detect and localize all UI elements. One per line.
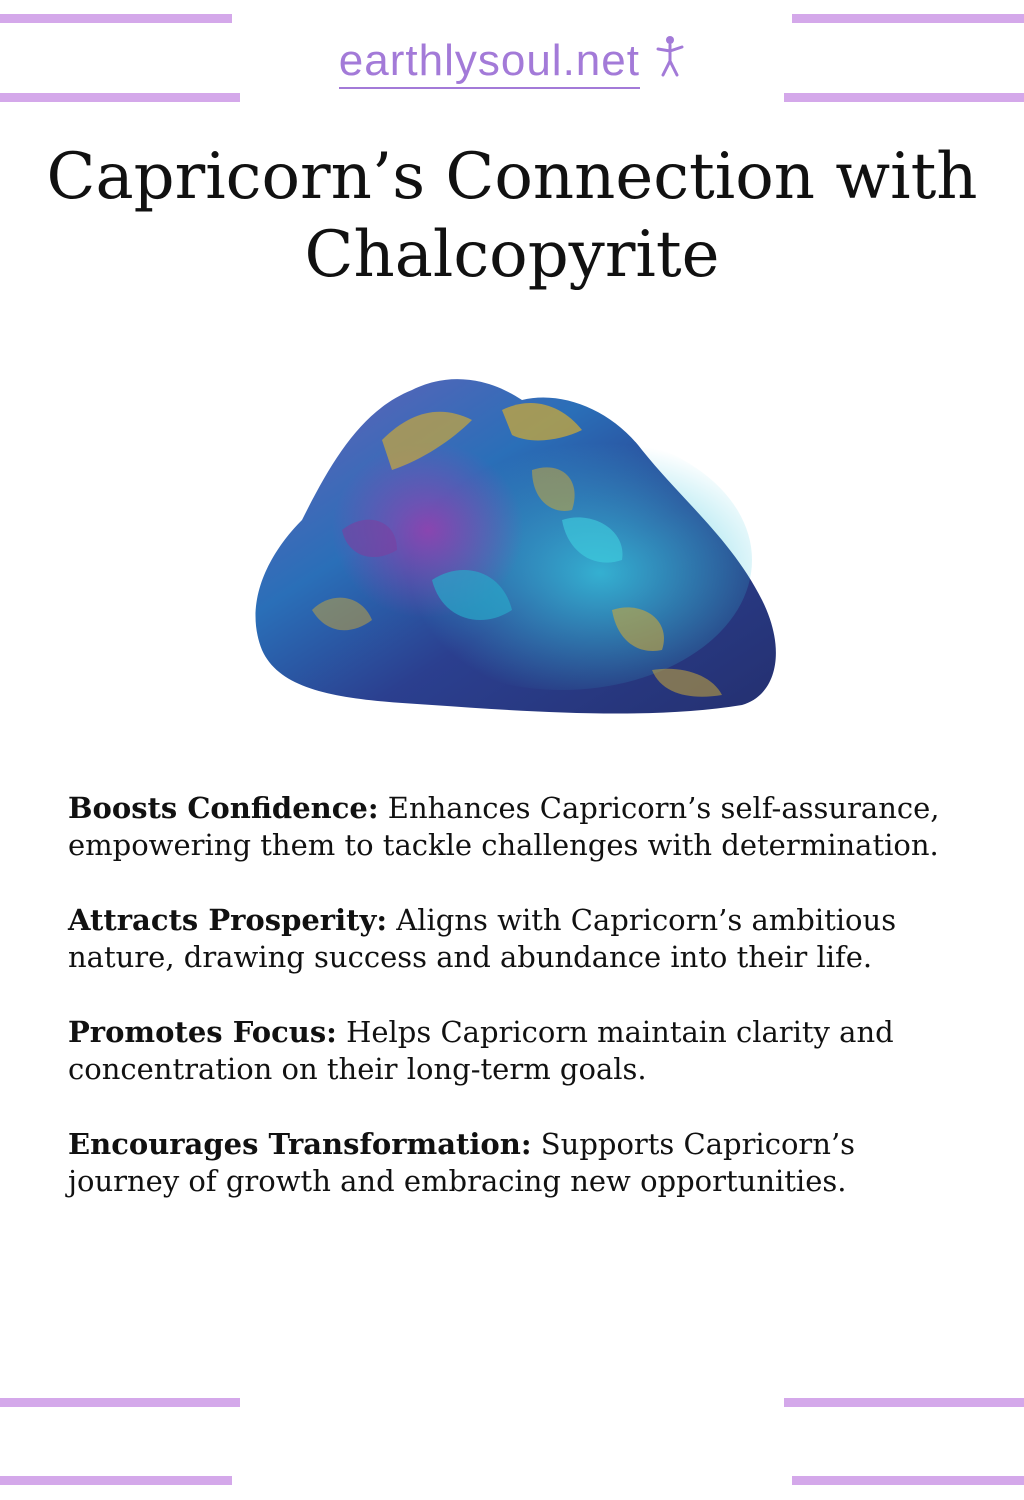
page-title: Capricorn’s Connection with Chalcopyrite	[46, 140, 978, 292]
feature-text: Enhances Capricorn’s self-assurance, empowering them to tackle challenges with determination.	[68, 791, 940, 862]
decorative-bar-bottom-right-upper	[784, 1398, 1024, 1407]
feature-title: Encourages Transformation:	[68, 1127, 532, 1161]
decorative-bar-bottom-left-upper	[0, 1398, 240, 1407]
feature-text: Aligns with Capricorn’s ambitious nature, drawing success and abundance into their life.	[68, 903, 897, 974]
feature-text: Helps Capricorn maintain clarity and concentration on their long-term goals.	[68, 1015, 894, 1086]
feature-item	[68, 902, 968, 976]
yoga-figure-icon	[655, 33, 685, 88]
chalcopyrite-stone-image	[232, 350, 792, 720]
feature-title: Attracts Prosperity:	[68, 903, 388, 937]
decorative-bar-top-right-upper	[792, 14, 1024, 23]
decorative-bar-bottom-left-lower	[0, 1476, 232, 1485]
logo-text: earthlysoul.net	[339, 37, 640, 89]
decorative-bar-top-right-lower	[784, 93, 1024, 102]
feature-title: Promotes Focus:	[68, 1015, 337, 1049]
feature-item	[68, 1126, 968, 1200]
feature-text: Supports Capricorn’s journey of growth and embracing new opportunities.	[68, 1127, 856, 1198]
decorative-bar-bottom-right-lower	[792, 1476, 1024, 1485]
feature-item	[68, 1014, 968, 1088]
feature-title: Boosts Confidence:	[68, 791, 379, 825]
site-logo[interactable]	[0, 36, 1024, 89]
feature-item	[68, 790, 968, 864]
decorative-bar-top-left-upper	[0, 14, 232, 23]
feature-list	[68, 790, 968, 1238]
decorative-bar-top-left-lower	[0, 93, 240, 102]
